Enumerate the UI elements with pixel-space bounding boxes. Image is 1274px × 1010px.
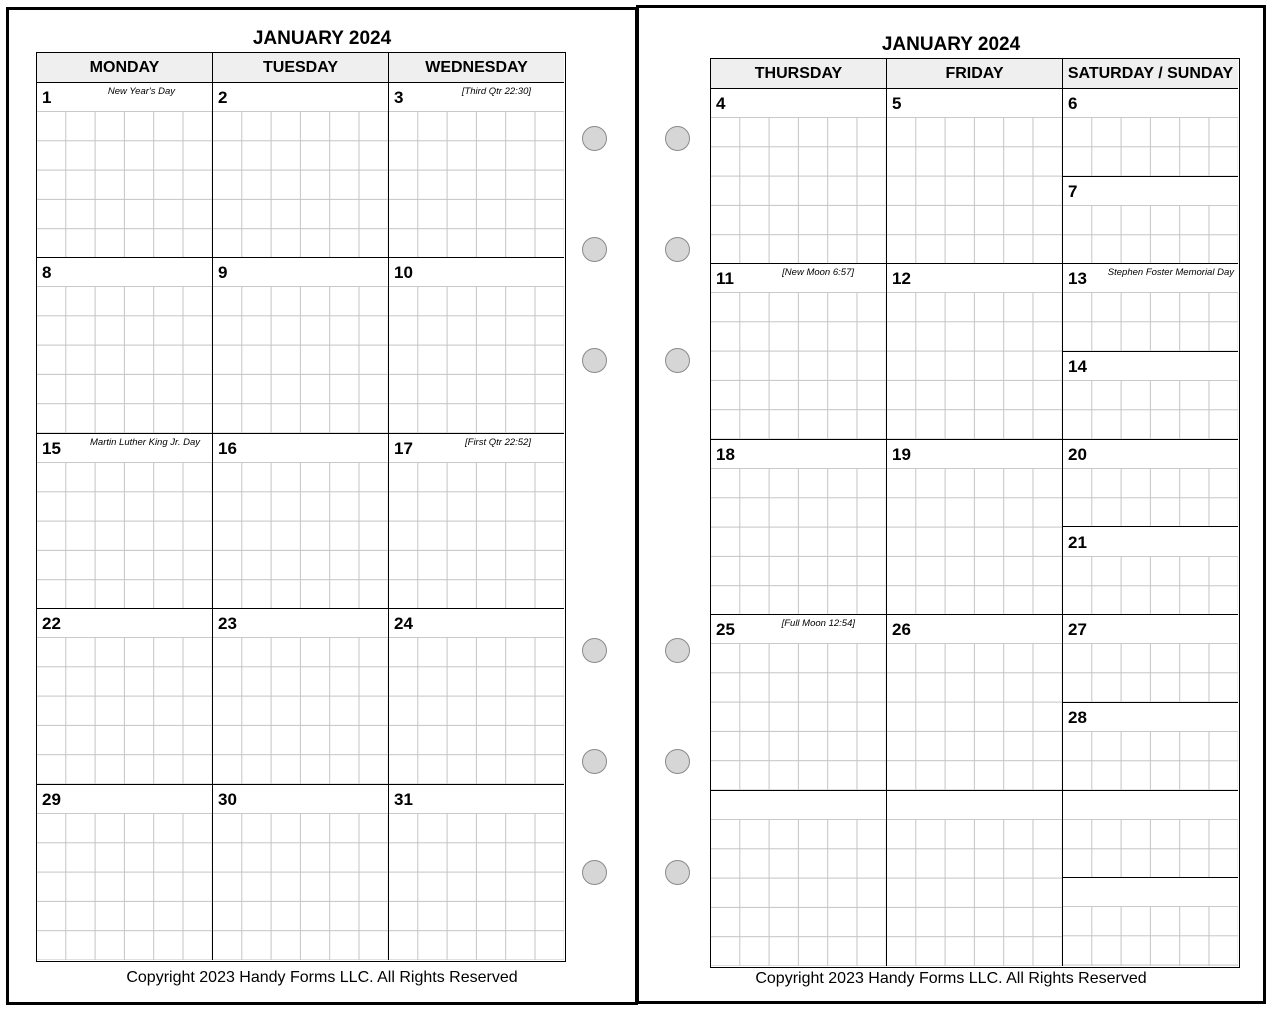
day-cell[interactable] [37,609,213,784]
writing-grid [213,638,388,783]
left-page-footer: Copyright 2023 Handy Forms LLC. All Rights Reserved [126,969,518,986]
day-number: 26 [892,620,911,640]
day-cell-fri[interactable] [887,264,1063,439]
writing-grid [1063,644,1238,702]
writing-grid [1063,907,1238,966]
binder-hole-left-2 [582,237,607,262]
day-number: 21 [1068,532,1087,552]
day-cell[interactable] [213,785,389,960]
day-number: 27 [1068,620,1087,640]
day-number: 31 [394,789,413,809]
day-cell-sun[interactable] [1063,878,1238,966]
day-header-strip [887,440,1062,469]
writing-grid [213,463,388,608]
day-number: 15 [42,438,61,458]
day-cell[interactable] [389,258,564,433]
day-number: 1 [42,88,52,107]
binder-hole-left-1 [582,126,607,151]
day-cell[interactable] [389,609,564,784]
day-number: 24 [394,614,413,634]
day-cell[interactable] [213,83,389,258]
day-cell-fri[interactable] [887,440,1063,615]
day-number: 6 [1068,94,1078,113]
day-number: 19 [892,444,911,464]
writing-grid [389,463,564,608]
day-number: 20 [1068,444,1087,464]
day-header-strip [213,785,388,814]
writing-grid [1063,820,1238,878]
day-header-strip [887,264,1062,293]
day-number: 5 [892,94,902,113]
day-cell-sat[interactable] [1063,264,1238,352]
day-cell-sat[interactable] [1063,615,1238,703]
writing-grid [887,820,1062,966]
writing-grid [389,814,564,960]
day-number: 7 [1068,181,1078,201]
writing-grid [1063,293,1238,351]
writing-grid [389,112,564,257]
day-number: 25 [716,620,735,640]
header-thursday: THURSDAY [711,59,887,89]
right-page-footer: Copyright 2023 Handy Forms LLC. All Rights Reserved [755,970,1147,987]
writing-grid [389,638,564,783]
day-number: 30 [218,789,237,809]
day-number: 8 [42,263,52,283]
binder-hole-left-6 [582,860,607,885]
left-page-title: JANUARY 2024 [252,28,392,49]
day-cell-sun[interactable] [1063,177,1238,265]
header-tuesday: TUESDAY [213,53,389,83]
writing-grid [1063,118,1238,176]
day-number: 3 [394,88,404,107]
day-header-strip [213,434,388,463]
day-cell-fri[interactable] [887,615,1063,790]
writing-grid [711,820,886,966]
writing-grid [37,112,212,257]
day-cell-sat[interactable] [1063,440,1238,528]
day-note: Stephen Foster Memorial Day [1107,267,1234,279]
day-header-strip [711,89,886,118]
header-monday: MONDAY [37,53,213,83]
day-header-strip [1063,89,1238,118]
day-cell-thu[interactable] [711,615,887,790]
day-cell[interactable] [389,434,564,609]
day-number: 12 [892,269,911,289]
day-header-strip [37,785,212,814]
binder-hole-right-2 [665,237,690,262]
day-cell-thu[interactable] [711,791,887,966]
day-header-strip [711,791,886,820]
writing-grid [37,463,212,608]
writing-grid [887,293,1062,438]
day-cell[interactable] [389,785,564,960]
day-cell[interactable] [213,609,389,784]
writing-grid [213,287,388,432]
binder-hole-left-4 [582,638,607,663]
day-header-strip [213,83,388,112]
day-cell-fri[interactable] [887,791,1063,966]
binder-hole-left-3 [582,348,607,373]
writing-grid [1063,557,1238,615]
day-cell-sat[interactable] [1063,89,1238,177]
binder-hole-right-6 [665,860,690,885]
binder-hole-left-5 [582,749,607,774]
writing-grid [887,644,1062,789]
writing-grid [711,644,886,789]
writing-grid [213,112,388,257]
day-number: 9 [218,263,228,283]
day-header-strip [887,89,1062,118]
day-header-strip [213,258,388,287]
day-header-strip [1063,440,1238,469]
day-header-strip [1063,177,1238,206]
writing-grid [711,293,886,438]
writing-grid [213,814,388,960]
day-header-strip [1063,878,1238,907]
writing-grid [887,118,1062,263]
day-note: [Third Qtr 22:30] [461,86,531,97]
day-number: 2 [218,88,228,107]
day-header-strip [1063,703,1238,732]
writing-grid [389,287,564,432]
day-header-strip [389,258,564,287]
day-note: [New Moon 6:57] [782,267,854,279]
right-page [636,5,1266,1004]
writing-grid [887,469,1062,614]
writing-grid [1063,381,1238,439]
left-page [6,7,638,1005]
day-header-strip [1063,352,1238,381]
day-cell[interactable] [37,83,213,258]
left-calendar-grid [36,52,566,962]
writing-grid [37,814,212,960]
writing-grid [1063,732,1238,790]
day-number: 4 [716,94,726,113]
day-number: 16 [218,438,237,458]
binder-hole-right-5 [665,749,690,774]
day-number: 14 [1068,357,1087,377]
day-header-strip [1063,615,1238,644]
right-page-title: JANUARY 2024 [881,34,1021,55]
day-cell[interactable] [37,258,213,433]
day-number: 29 [42,789,61,809]
day-cell[interactable] [389,83,564,258]
day-number: 11 [716,269,734,289]
writing-grid [37,638,212,783]
day-note: [First Qtr 22:52] [465,436,531,448]
day-header-strip [389,785,564,814]
day-note: [Full Moon 12:54] [781,618,855,630]
writing-grid [1063,206,1238,264]
day-header-strip [389,609,564,638]
writing-grid [1063,469,1238,527]
day-number: 18 [716,444,735,464]
day-cell-fri[interactable] [887,89,1063,264]
day-number: 13 [1068,269,1087,289]
writing-grid [711,118,886,263]
day-number: 10 [394,263,413,283]
day-cell[interactable] [37,434,213,609]
writing-grid [711,469,886,614]
day-cell[interactable] [213,258,389,433]
day-cell[interactable] [37,785,213,960]
day-cell[interactable] [213,434,389,609]
day-note: New Year's Day [107,86,175,97]
binder-hole-right-3 [665,348,690,373]
day-number: 28 [1068,707,1087,727]
day-number: 17 [394,438,413,458]
day-header-strip [887,615,1062,644]
day-note: Martin Luther King Jr. Day [90,436,200,448]
day-number: 23 [218,614,237,634]
day-cell-thu[interactable] [711,89,887,264]
binder-hole-right-1 [665,126,690,151]
right-calendar-grid [710,58,1240,968]
day-header-strip [1063,528,1238,557]
header-saturday-sunday: SATURDAY / SUNDAY [1063,59,1238,89]
day-cell-sun[interactable] [1063,352,1238,440]
day-cell-sun[interactable] [1063,703,1238,791]
day-header-strip [887,791,1062,820]
day-cell-sun[interactable] [1063,528,1238,616]
day-header-strip [37,609,212,638]
day-header-strip [213,609,388,638]
day-header-strip [711,440,886,469]
day-cell-thu[interactable] [711,264,887,439]
header-wednesday: WEDNESDAY [389,53,564,83]
day-header-strip [37,258,212,287]
header-friday: FRIDAY [887,59,1063,89]
day-cell-sat[interactable] [1063,791,1238,879]
day-number: 22 [42,614,61,634]
day-cell-thu[interactable] [711,440,887,615]
writing-grid [37,287,212,432]
binder-hole-right-4 [665,638,690,663]
day-header-strip [1063,791,1238,820]
